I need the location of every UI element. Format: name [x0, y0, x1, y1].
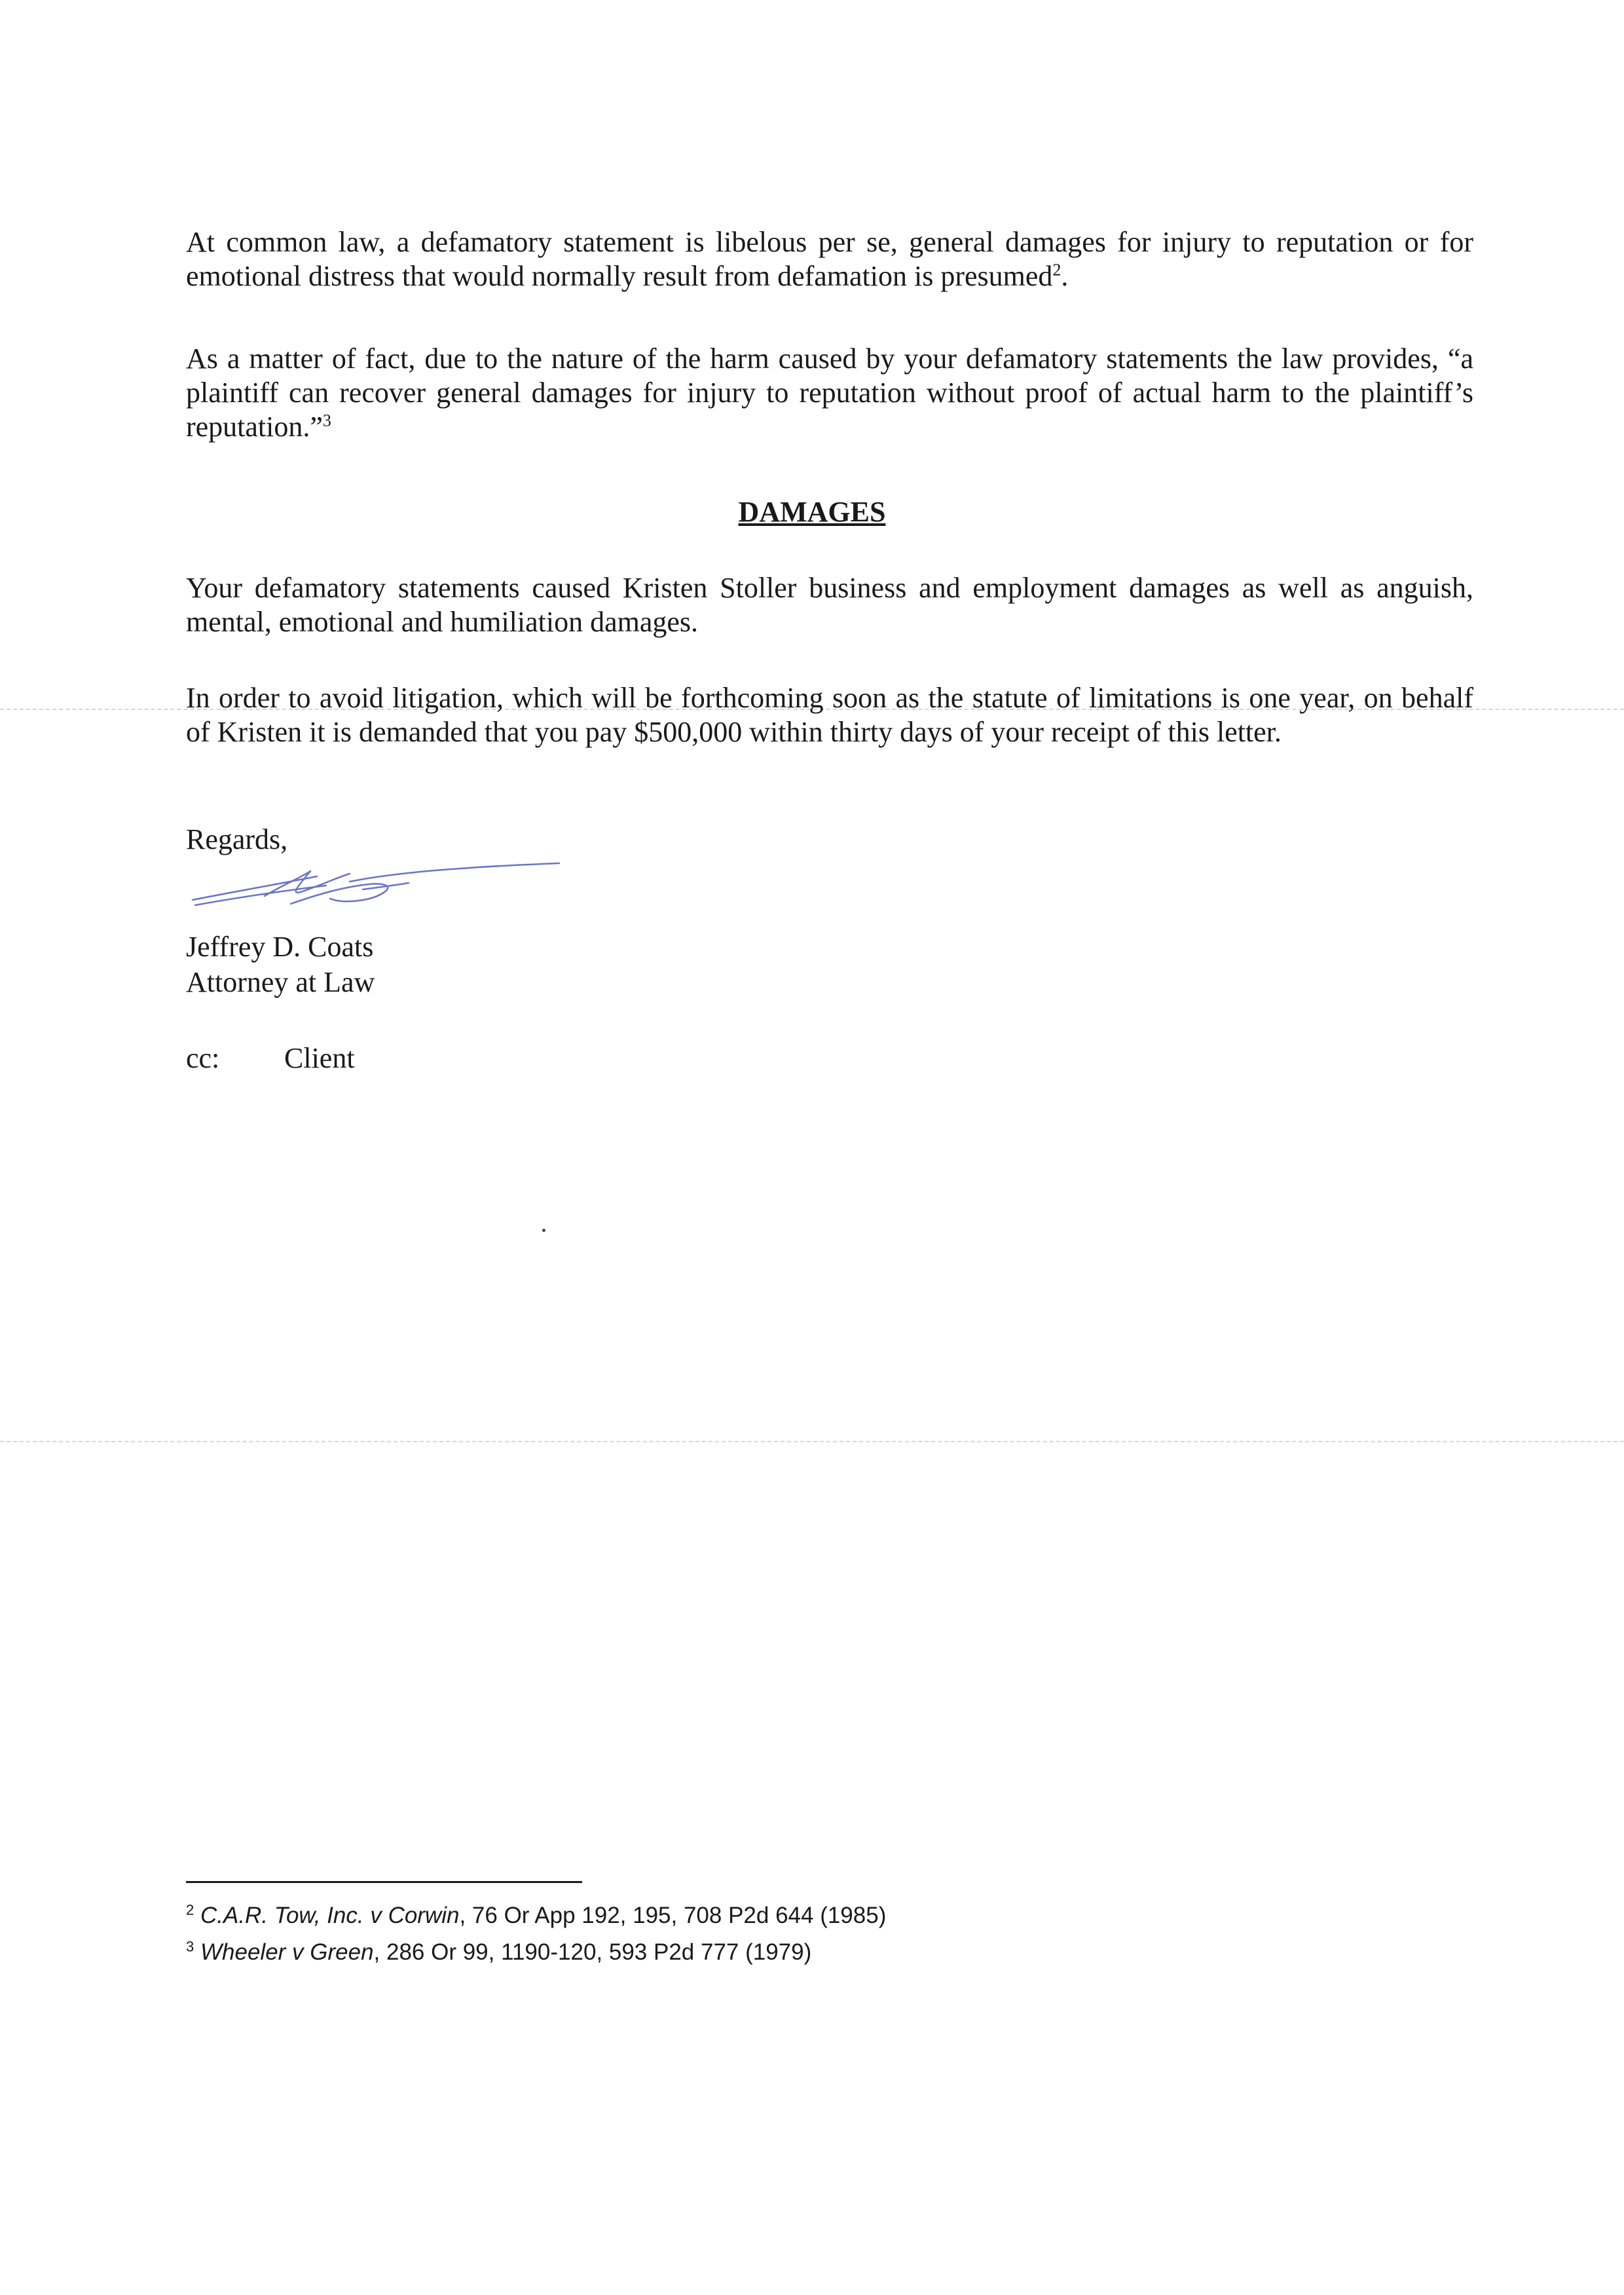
- footnote-number: 2: [186, 1901, 194, 1918]
- paper-fold-line: [0, 1441, 1624, 1442]
- signer-name: Jeffrey D. Coats: [186, 931, 374, 963]
- footnote-3: [186, 1939, 811, 1966]
- footnote-ref: 2: [1052, 260, 1061, 280]
- paragraph-damages: Your defamatory statements caused Kristen Stoller business and employment damages as well as anguish, mental, emotional and humiliation damages.: [186, 572, 1473, 638]
- paragraph-demand: In order to avoid litigation, which will be forthcoming soon as the statute of limitations is one year, on behalf of Kristen it is demanded that you pay $500,000 within thirty days of your receipt of this letter.: [186, 682, 1473, 748]
- section-heading-damages: DAMAGES: [738, 496, 886, 528]
- closing-regards: Regards,: [186, 823, 288, 855]
- handwritten-signature: [186, 858, 566, 924]
- scan-speck: [542, 1229, 545, 1232]
- case-citation: , 76 Or App 192, 195, 708 P2d 644 (1985): [459, 1903, 887, 1928]
- paragraph-punctuation: .: [1061, 260, 1069, 292]
- case-citation: , 286 Or 99, 1190-120, 593 P2d 777 (1979): [373, 1939, 812, 1965]
- footnote-number: 3: [186, 1938, 194, 1955]
- case-name: Wheeler v Green: [200, 1939, 374, 1965]
- paragraph-text: At common law, a defamatory statement is libelous per se, general damages for injury to reputation or for emotional distress that would normally result from defamation is presumed: [186, 226, 1473, 292]
- paragraph-text: As a matter of fact, due to the nature of the harm caused by your defamatory statements the law provides, “a plaintiff can recover general damages for injury to reputation without proof of actual harm to the plaintiff’s reputation.”: [186, 343, 1473, 443]
- footnote-2: [186, 1902, 886, 1930]
- case-name: C.A.R. Tow, Inc. v Corwin: [200, 1903, 460, 1928]
- footnote-separator: [186, 1881, 582, 1883]
- paragraph-common-law: [186, 225, 1473, 293]
- cc-label: cc:: [186, 1042, 220, 1074]
- signer-title: Attorney at Law: [186, 966, 375, 998]
- cc-recipient: Client: [284, 1042, 355, 1074]
- footnote-ref: 3: [322, 411, 331, 430]
- paragraph-matter-of-fact: [186, 342, 1473, 444]
